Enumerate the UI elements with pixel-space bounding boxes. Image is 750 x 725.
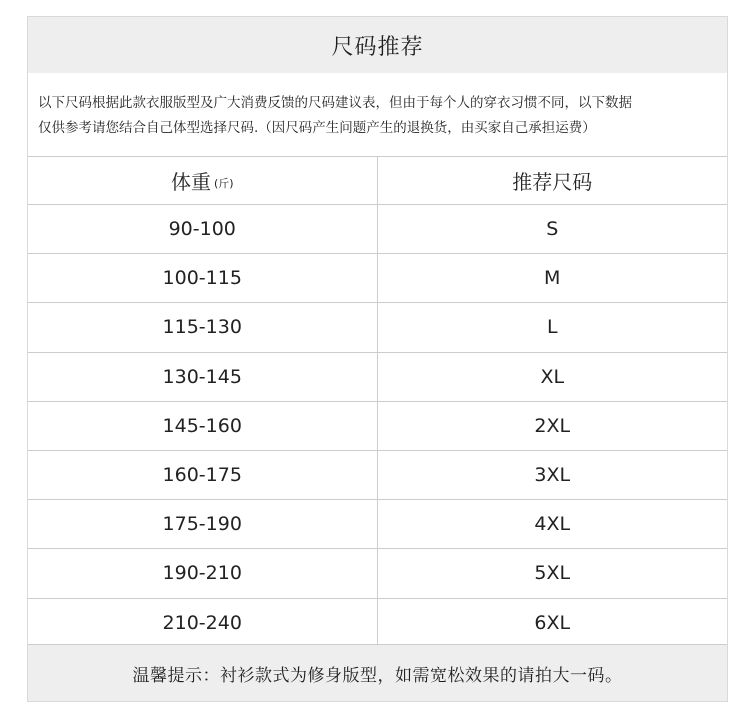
weight-cell: 130-145	[28, 353, 378, 401]
header-size-label: 推荐尺码	[512, 170, 593, 194]
table-row	[28, 402, 727, 451]
table-row	[28, 353, 727, 402]
header-weight	[28, 157, 378, 204]
table-row	[28, 303, 727, 352]
size-cell: 6XL	[534, 612, 571, 635]
weight-cell: 100-115	[28, 254, 378, 302]
notice-line-1: 以下尺码根据此款衣服版型及广大消费反馈的尺码建议表，但由于每个人的穿衣习惯不同，以下数据	[38, 95, 632, 111]
tip-bar	[28, 644, 727, 701]
chart-title: 尺码推荐	[331, 34, 424, 60]
weight-cell: 160-175	[28, 451, 378, 499]
title-bar	[28, 17, 727, 73]
weight-cell: 190-210	[28, 549, 378, 597]
size-cell: 3XL	[534, 464, 571, 487]
notice-line-2: 仅供参考请您结合自己体型选择尺码.（因尺码产生问题产生的退换货，由买家自己承担运费）	[38, 120, 596, 136]
table-row	[28, 254, 727, 303]
table-row	[28, 500, 727, 549]
header-size	[378, 157, 728, 204]
size-cell: 5XL	[534, 562, 571, 585]
weight-cell: 210-240	[28, 599, 378, 648]
notice-text	[28, 73, 727, 157]
table-row	[28, 451, 727, 500]
weight-cell: 115-130	[28, 303, 378, 351]
header-weight-unit: (斤)	[213, 176, 234, 190]
header-weight-label: 体重	[170, 170, 211, 194]
size-cell: 4XL	[534, 513, 571, 536]
size-cell: 2XL	[534, 414, 571, 437]
weight-cell: 145-160	[28, 402, 378, 450]
table-header-row	[28, 157, 727, 205]
weight-cell: 175-190	[28, 500, 378, 548]
size-cell: L	[546, 316, 558, 339]
size-table	[28, 157, 727, 648]
size-chart	[27, 16, 728, 702]
table-row	[28, 549, 727, 598]
size-cell: S	[546, 218, 559, 241]
size-cell: XL	[540, 365, 565, 388]
size-cell: M	[544, 267, 561, 290]
tip-text: 温馨提示：衬衫款式为修身版型，如需宽松效果的请拍大一码。	[132, 665, 623, 686]
table-row	[28, 205, 727, 254]
table-row	[28, 599, 727, 648]
weight-cell: 90-100	[28, 205, 378, 253]
